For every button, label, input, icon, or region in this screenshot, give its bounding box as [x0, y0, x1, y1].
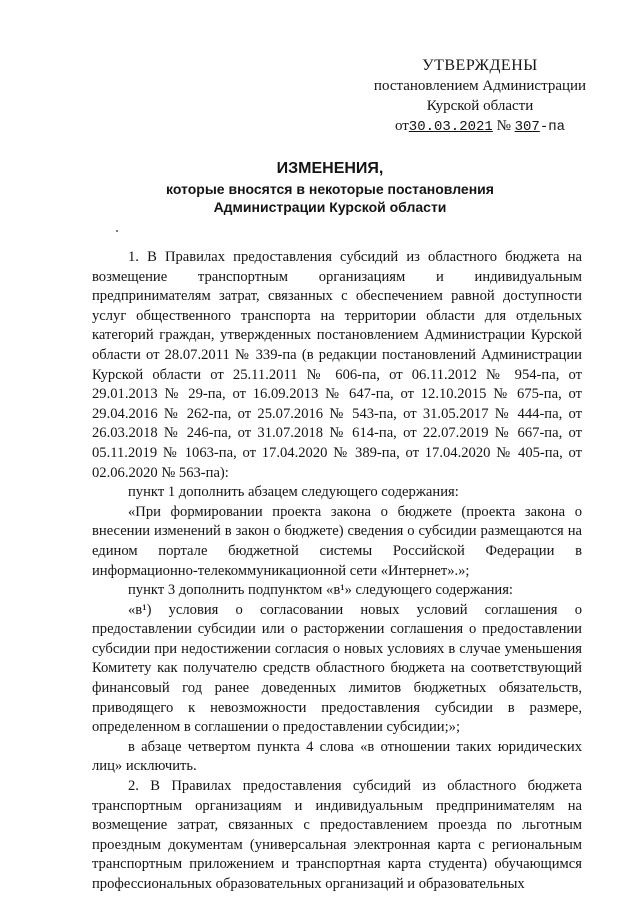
heading-subtitle-1: которые вносятся в некоторые постановления: [166, 181, 494, 197]
number-sign: №: [496, 118, 511, 134]
document-heading: [60, 158, 600, 216]
stray-mark: [116, 230, 118, 232]
heading-title: ИЗМЕНЕНИЯ,: [276, 160, 384, 177]
paragraph-3: «При формировании проекта закона о бюджете (проекта закона о внесении изменений в закон о бюджете) сведения о субсидии размещаются на едином портале бюджетной системы Российской Федерации в информационно-телекоммуникационной сети «Интернет».»;: [92, 503, 582, 579]
approval-stamp: [360, 56, 600, 137]
approval-date-number: [360, 116, 600, 137]
paragraph-5: «в¹) условия о согласовании новых условий соглашения о предоставлении субсидии или о расторжении соглашения о предоставлении субсидии при недостижении согласия о новых условиях в случае уменьшения Комитету как получателю средств областного бюджета на соответствующий финансовый год ранее доведенных лимитов бюджетных обязательств, приводящего к невозможности предоставления субсидии в размере, определенном в соглашении о предоставлении субсидии;»;: [92, 601, 582, 736]
paragraph-6: в абзаце четвертом пункта 4 слова «в отношении таких юридических лиц» исключить.: [92, 738, 582, 775]
paragraph-4: пункт 3 дополнить подпунктом «в¹» следующего содержания:: [128, 582, 513, 599]
number-suffix: -па: [539, 119, 566, 135]
approval-date: 30.03.2021: [408, 119, 493, 135]
approval-number: 307: [514, 119, 540, 135]
heading-subtitle-2: Администрации Курской области: [213, 199, 447, 215]
approval-title: УТВЕРЖДЕНЫ: [422, 57, 538, 74]
approval-line-2: Курской области: [426, 98, 534, 114]
date-prefix: от: [394, 118, 409, 134]
paragraph-7: 2. В Правилах предоставления субсидий из областного бюджета транспортным организациям и индивидуальным предпринимателям на возмещение затрат, связанных с предоставлением проезда по льготным проездным документам (универсальная электронная карта с региональным транспортным приложением и транспортная карта студента) обучающимся профессиональных образовательных организаций и образовательных: [92, 778, 582, 892]
document-body: [92, 248, 582, 895]
paragraph-2: пункт 1 дополнить абзацем следующего содержания:: [128, 484, 459, 501]
paragraph-1: 1. В Правилах предоставления субсидий из областного бюджета на возмещение транспортным организациям и индивидуальным предпринимателям затрат, связанных с обеспечением равной доступности услуг общественного транспорта на территории области для отдельных категорий граждан, утвержденных постановлением Администрации Курской области от 28.07.2011 № 339-па (в редакции постановлений Администрации Курской области от 25.11.2011 № 606-па, от 06.11.2012 № 954-па, от 29.01.2013 № 29-па, от 16.09.2013 № 647-па, от 12.10.2015 № 675-па, от 29.04.2016 № 262-па, от 25.07.2016 № 543-па, от 31.05.2017 № 444-па, от 26.03.2018 № 246-па, от 31.07.2018 № 614-па, от 22.07.2019 № 667-па, от 05.11.2019 № 1063-па, от 17.04.2020 № 389-па, от 17.04.2020 № 405-па, от 02.06.2020 № 563-па):: [92, 249, 582, 481]
approval-line-1: постановлением Администрации: [373, 78, 587, 94]
